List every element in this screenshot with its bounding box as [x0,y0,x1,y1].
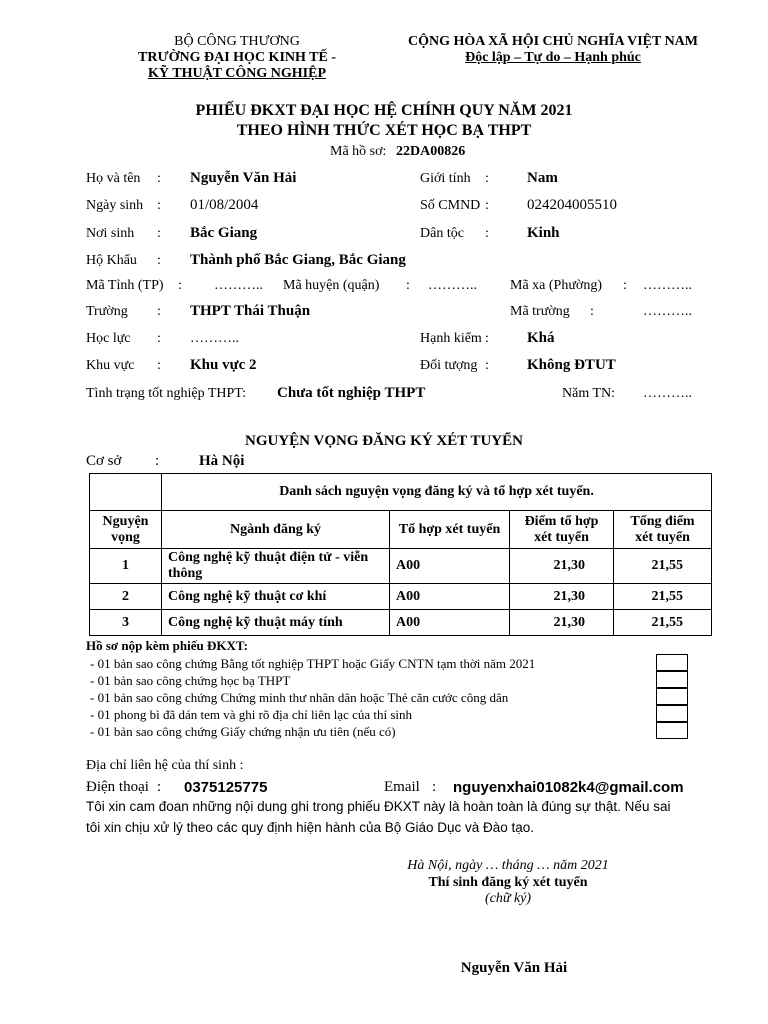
conduct-label: Hạnh kiểm [420,331,482,346]
graduation-label: Tình trạng tốt nghiệp THPT: [86,386,247,401]
area-value: Khu vực 2 [190,357,257,373]
name-value: Nguyễn Văn Hải [190,170,297,186]
priority-label: Đối tượng [420,358,478,373]
ethnic-label: Dân tộc [420,226,464,241]
email-label: Email [384,779,420,795]
id-value: 024204005510 [527,197,617,213]
table-row: 1 Công nghệ kỹ thuật điện tử - viễn thông A00 21,30 21,55 [90,549,712,584]
signature-name: Nguyễn Văn Hải [460,960,568,976]
priority-value: Không ĐTUT [527,357,616,373]
district-code-value: ……….. [428,278,477,293]
graduation-year-label: Năm TN: [562,386,616,401]
name-label: Họ và tên [86,171,141,186]
graduation-year-value: ……….. [643,386,692,401]
attachments-heading: Hồ sơ nộp kèm phiếu ĐKXT: [86,638,248,653]
school-value: THPT Thái Thuận [190,303,311,319]
col-header-combo: Tổ hợp xét tuyển [390,511,510,549]
col-header-wish: Nguyện vọng [90,511,162,549]
gender-value: Nam [527,170,558,186]
phone-label: Điện thoại [86,779,149,795]
school-name-line1: TRƯỜNG ĐẠI HỌC KINH TẾ - [138,50,336,65]
campus-value: Hà Nội [199,453,245,469]
dob-value: 01/08/2004 [190,197,259,213]
school-code-value: ……….. [643,304,692,319]
birthplace-label: Nơi sinh [86,226,135,241]
attachment-item: - 01 bản sao công chứng Chứng minh thư nhân dân hoặc Thẻ căn cước công dân [90,690,509,705]
attachment-item: - 01 bản sao công chứng Bằng tốt nghiệp THPT hoặc Giấy CNTN tạm thời năm 2021 [90,656,536,671]
academic-label: Học lực [86,331,131,346]
household-label: Hộ Khẩu [86,253,137,268]
ministry-name: BỘ CÔNG THƯƠNG [174,34,300,49]
school-name-line2: KỸ THUẬT CÔNG NGHIỆP [147,66,326,81]
table-row: 2 Công nghệ kỹ thuật cơ khí A00 21,30 21,55 [90,584,712,610]
declaration-line2: tôi xin chịu xử lý theo các quy định hiện hành của Bộ Giáo Dục và Đào tạo. [86,820,535,835]
attachment-item: - 01 phong bì đã dán tem và ghi rõ địa chỉ liên lạc của thí sinh [90,707,413,722]
record-code-value: 22DA00826 [396,144,466,159]
ward-code-value: ……….. [643,278,692,293]
id-label: Số CMND [420,198,481,213]
district-code-label: Mã huyện (quận) [283,278,380,293]
signature-role: Thí sinh đăng ký xét tuyển [428,875,588,890]
attachment-checkbox[interactable] [656,671,688,688]
attachment-item: - 01 bản sao công chứng học bạ THPT [90,673,291,688]
attachment-checkbox[interactable] [656,688,688,705]
col-header-total: Tổng điểm xét tuyển [614,511,712,549]
dob-label: Ngày sinh [86,198,144,213]
table-caption: Danh sách nguyện vọng đăng ký và tổ hợp xét tuyển. [162,474,712,511]
attachment-checkbox[interactable] [656,722,688,739]
school-label: Trường [86,304,128,319]
academic-value: ……….. [190,331,239,346]
wishes-table [89,473,712,636]
province-code-value: ……….. [214,278,263,293]
form-title-line2: THEO HÌNH THỨC XÉT HỌC BẠ THPT [236,122,532,139]
wishes-heading: NGUYỆN VỌNG ĐĂNG KÝ XÉT TUYỂN [245,433,523,449]
signature-hint: (chữ ký) [484,891,532,906]
nation-title: CỘNG HÒA XÃ HỘI CHỦ NGHĨA VIỆT NAM [407,34,698,49]
school-code-label: Mã trường [510,304,570,319]
graduation-value: Chưa tốt nghiệp THPT [277,385,426,401]
birthplace-value: Bắc Giang [190,225,258,241]
attachment-checkbox[interactable] [656,654,688,671]
form-title-line1: PHIẾU ĐKXT ĐẠI HỌC HỆ CHÍNH QUY NĂM 2021 [195,102,573,119]
table-row: 3 Công nghệ kỹ thuật máy tính A00 21,30 21,55 [90,610,712,636]
province-code-label: Mã Tỉnh (TP) [86,278,164,293]
gender-label: Giới tính [420,171,471,186]
signature-date: Hà Nội, ngày … tháng … năm 2021 [407,858,609,873]
phone-value: 0375125775 [184,779,268,796]
col-header-score: Điểm tổ hợp xét tuyển [510,511,614,549]
col-header-major: Ngành đăng ký [162,511,390,549]
email-value: nguyenxhai01082k4@gmail.com [453,779,684,796]
attachment-checkbox[interactable] [656,705,688,722]
address-label: Địa chỉ liên hệ của thí sinh : [86,758,244,773]
household-value: Thành phố Bắc Giang, Bắc Giang [190,252,406,268]
declaration-line1: Tôi xin cam đoan những nội dung ghi trong phiếu ĐKXT này là hoàn toàn là đúng sự thật. Nếu sai [86,799,671,814]
campus-label: Cơ sở [86,453,122,469]
attachment-item: - 01 bản sao công chứng Giấy chứng nhận ưu tiên (nếu có) [90,724,396,739]
ethnic-value: Kinh [527,225,560,241]
record-code-label: Mã hồ sơ: [330,144,387,159]
conduct-value: Khá [527,330,555,346]
ward-code-label: Mã xa (Phường) [510,278,602,293]
nation-motto: Độc lập – Tự do – Hạnh phúc [465,50,641,65]
area-label: Khu vực [86,358,135,373]
